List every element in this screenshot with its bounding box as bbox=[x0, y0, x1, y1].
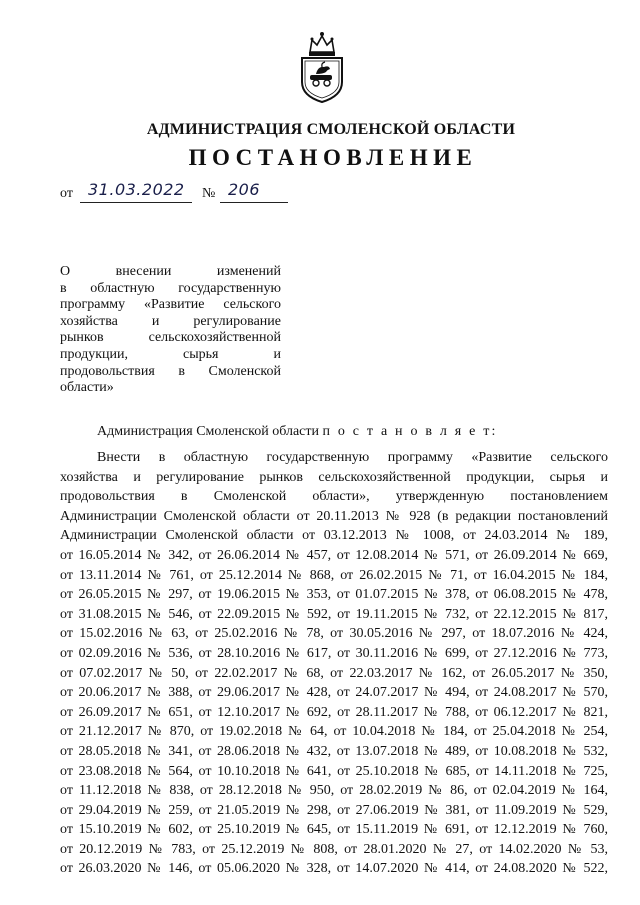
document-type-title: ПОСТАНОВЛЕНИЕ bbox=[188, 145, 478, 170]
smolensk-coat-of-arms-icon bbox=[296, 30, 348, 104]
body-line: от 20.06.2017 № 388, от 29.06.2017 № 428, от 24.07.2017 № 494, от 24.08.2017 № 570, bbox=[60, 685, 608, 701]
body-line: от 26.03.2020 № 146, от 05.06.2020 № 328, от 14.07.2020 № 414, от 24.08.2020 № 522, bbox=[60, 861, 608, 877]
subject-line: продукции, сырья и bbox=[60, 346, 281, 362]
resolve-prefix: Администрация Смоленской области bbox=[97, 424, 320, 439]
body-line: от 26.05.2015 № 297, от 19.06.2015 № 353, от 01.07.2015 № 378, от 06.08.2015 № 478, bbox=[60, 587, 608, 603]
handwritten-number: 206 bbox=[228, 180, 261, 199]
body-line: от 31.08.2015 № 546, от 22.09.2015 № 592, от 19.11.2015 № 732, от 22.12.2015 № 817, bbox=[60, 606, 608, 622]
body-paragraph bbox=[60, 448, 608, 879]
from-label: от bbox=[60, 186, 73, 201]
subject-line: рынков сельскохозяйственной bbox=[60, 330, 281, 346]
subject-line: хозяйства и регулирование bbox=[60, 313, 281, 329]
date-number-line bbox=[60, 180, 300, 206]
subject-line: области» bbox=[60, 380, 114, 396]
body-line: от 15.02.2016 № 63, от 25.02.2016 № 78, от 30.05.2016 № 297, от 18.07.2016 № 424, bbox=[60, 626, 608, 642]
date-underline bbox=[80, 202, 192, 203]
body-line: от 11.12.2018 № 838, от 28.12.2018 № 950, от 28.02.2019 № 86, от 02.04.2019 № 164, bbox=[60, 783, 608, 799]
body-line: от 20.12.2019 № 783, от 25.12.2019 № 808, от 28.01.2020 № 27, от 14.02.2020 № 53, bbox=[60, 841, 608, 857]
body-line: от 29.04.2019 № 259, от 21.05.2019 № 298, от 27.06.2019 № 381, от 11.09.2019 № 529, bbox=[60, 802, 608, 818]
handwritten-date: 31.03.2022 bbox=[88, 180, 185, 199]
subject-block bbox=[60, 264, 281, 397]
body-line: Внести в областную государственную программу «Развитие сельского bbox=[97, 450, 608, 465]
body-line: Администрации Смоленской области от 03.12.2013 № 1008, от 24.03.2014 № 189, bbox=[60, 528, 608, 544]
body-line: продовольствия в Смоленской области», утвержденную постановлением bbox=[60, 489, 608, 505]
resolve-line bbox=[97, 424, 498, 440]
resolve-verb: п о с т а н о в л я е т: bbox=[322, 424, 498, 439]
body-line: от 26.09.2017 № 651, от 12.10.2017 № 692, от 28.11.2017 № 788, от 06.12.2017 № 821, bbox=[60, 704, 608, 720]
body-line: хозяйства и регулирование рынков сельскохозяйственной продукции, сырья и bbox=[60, 469, 608, 485]
subject-line: продовольствия в Смоленской bbox=[60, 363, 281, 379]
body-line: от 07.02.2017 № 50, от 22.02.2017 № 68, от 22.03.2017 № 162, от 26.05.2017 № 350, bbox=[60, 665, 608, 681]
subject-line: О внесении изменений bbox=[60, 264, 281, 279]
body-line: от 16.05.2014 № 342, от 26.06.2014 № 457, от 12.08.2014 № 571, от 26.09.2014 № 669, bbox=[60, 547, 608, 563]
number-underline bbox=[220, 202, 288, 203]
body-line: от 13.11.2014 № 761, от 25.12.2014 № 868, от 26.02.2015 № 71, от 16.04.2015 № 184, bbox=[60, 567, 608, 583]
body-line: от 02.09.2016 № 536, от 28.10.2016 № 617, от 30.11.2016 № 699, от 27.12.2016 № 773, bbox=[60, 645, 608, 661]
body-line: от 28.05.2018 № 341, от 28.06.2018 № 432, от 13.07.2018 № 489, от 10.08.2018 № 532, bbox=[60, 743, 608, 759]
organization-title: АДМИНИСТРАЦИЯ СМОЛЕНСКОЙ ОБЛАСТИ bbox=[146, 121, 516, 138]
body-line: Администрации Смоленской области от 20.11.2013 № 928 (в редакции постановлений bbox=[60, 508, 608, 524]
body-line: от 15.10.2019 № 602, от 25.10.2019 № 645, от 15.11.2019 № 691, от 12.12.2019 № 760, bbox=[60, 822, 608, 838]
subject-line: программу «Развитие сельского bbox=[60, 297, 281, 313]
body-line: от 23.08.2018 № 564, от 10.10.2018 № 641, от 25.10.2018 № 685, от 14.11.2018 № 725, bbox=[60, 763, 608, 779]
number-label: № bbox=[202, 186, 216, 201]
subject-line: в областную государственную bbox=[60, 280, 281, 296]
body-line: от 21.12.2017 № 870, от 19.02.2018 № 64, от 10.04.2018 № 184, от 25.04.2018 № 254, bbox=[60, 724, 608, 740]
